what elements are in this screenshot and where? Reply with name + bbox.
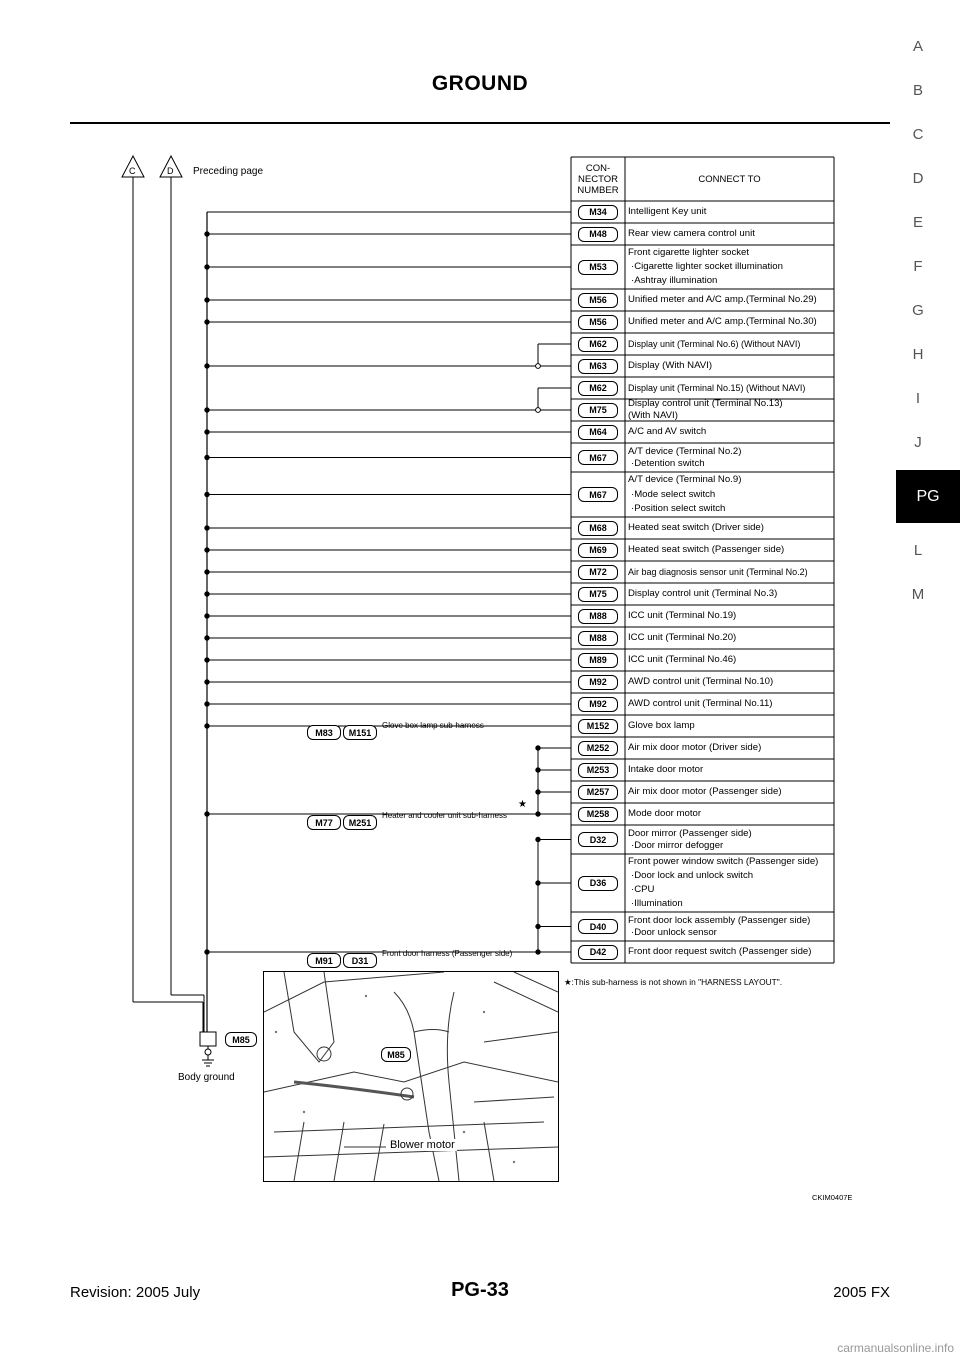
junction-dot bbox=[536, 812, 540, 816]
figure-id: CKIM0407E bbox=[812, 1193, 853, 1202]
subharness-connector-a: M83 bbox=[307, 725, 341, 740]
connect-to-text: Display control unit (Terminal No.13) bbox=[628, 398, 783, 409]
connect-to-header: CONNECT TO bbox=[698, 173, 761, 185]
connect-to-text: Intelligent Key unit bbox=[628, 206, 707, 217]
connect-to-text: Air mix door motor (Passenger side) bbox=[628, 786, 782, 797]
connector-header-line: CON- bbox=[585, 162, 611, 174]
junction-dot bbox=[205, 320, 209, 324]
connector-label: M56 bbox=[578, 315, 618, 330]
junction-dot bbox=[205, 570, 209, 574]
section-index-letter: L bbox=[913, 542, 923, 559]
junction-dot bbox=[205, 526, 209, 530]
star-mark: ★ bbox=[518, 799, 527, 810]
connector-label: M67 bbox=[578, 487, 618, 502]
subharness-connector-b: M251 bbox=[343, 815, 377, 830]
model-text: 2005 FX bbox=[833, 1284, 890, 1301]
preceding-page-label: Preceding page bbox=[193, 166, 264, 177]
junction-dot bbox=[205, 408, 209, 412]
connect-to-text: A/T device (Terminal No.2) bbox=[628, 445, 742, 457]
junction-dot bbox=[205, 592, 209, 596]
connector-label: M72 bbox=[578, 565, 618, 580]
connector-label: M258 bbox=[578, 807, 618, 822]
junction-dot bbox=[205, 950, 209, 954]
connect-to-subtext: ·Door unlock sensor bbox=[631, 926, 717, 938]
connect-to-text: Unified meter and A/C amp.(Terminal No.29) bbox=[628, 294, 817, 305]
junction-dot bbox=[536, 950, 540, 954]
connect-to-text: ICC unit (Terminal No.46) bbox=[628, 654, 737, 665]
connector-label: M89 bbox=[578, 653, 618, 668]
section-index-letter: H bbox=[912, 346, 924, 363]
connect-to-text: Glove box lamp bbox=[628, 720, 695, 731]
connect-to-text: Display (With NAVI) bbox=[628, 360, 713, 371]
junction-dot bbox=[205, 680, 209, 684]
connect-to-subtext: ·Ashtray illumination bbox=[631, 275, 718, 286]
connect-to-text: Air bag diagnosis sensor unit (Terminal No.2) bbox=[628, 567, 808, 577]
section-index-letter: M bbox=[911, 586, 925, 603]
connector-label: M62 bbox=[578, 337, 618, 352]
connect-to-subtext: ·Illumination bbox=[631, 898, 683, 909]
connector-label: D32 bbox=[578, 832, 618, 847]
connect-to-subtext: ·CPU bbox=[631, 884, 655, 895]
connector-label: M92 bbox=[578, 675, 618, 690]
connect-to-text: Rear view camera control unit bbox=[628, 228, 755, 239]
connect-to-text: ICC unit (Terminal No.19) bbox=[628, 610, 737, 621]
junction-dot bbox=[205, 364, 209, 368]
connector-label: M75 bbox=[578, 587, 618, 602]
connector-label: M252 bbox=[578, 741, 618, 756]
connect-to-text: Front door lock assembly (Passenger side) bbox=[628, 914, 811, 926]
photo-caption: Blower motor bbox=[390, 1139, 455, 1151]
junction-dot bbox=[205, 298, 209, 302]
revision-text: Revision: 2005 July bbox=[70, 1284, 201, 1301]
connect-to-text: Air mix door motor (Driver side) bbox=[628, 742, 762, 753]
connector-label: M253 bbox=[578, 763, 618, 778]
connect-to-subtext: ·Cigarette lighter socket illumination bbox=[631, 261, 783, 272]
connect-to-subtext: ·Position select switch bbox=[631, 502, 726, 514]
connector-header-line: NUMBER bbox=[577, 184, 619, 196]
connector-label: M64 bbox=[578, 425, 618, 440]
connector-label: M88 bbox=[578, 631, 618, 646]
subharness-note: ★:This sub-harness is not shown in "HARNESS LAYOUT". bbox=[564, 977, 783, 987]
section-index-letter: A bbox=[912, 38, 923, 55]
connector-label: M56 bbox=[578, 293, 618, 308]
connector-label: M63 bbox=[578, 359, 618, 374]
splice-dot bbox=[536, 364, 541, 369]
junction-dot bbox=[205, 636, 209, 640]
section-index-letter: J bbox=[914, 434, 922, 451]
connect-to-text: Display control unit (Terminal No.3) bbox=[628, 588, 778, 599]
section-index-letter: C bbox=[912, 126, 924, 143]
connect-to-text: Display unit (Terminal No.15) (Without NAVI) bbox=[628, 383, 806, 393]
connect-to-subtext: ·Door mirror defogger bbox=[631, 839, 724, 851]
connect-to-text: Front cigarette lighter socket bbox=[628, 247, 750, 258]
subharness-connector-a: M91 bbox=[307, 953, 341, 968]
body-ground-label: Body ground bbox=[178, 1072, 235, 1083]
subharness-label: Front door harness (Passenger side) bbox=[382, 949, 513, 958]
connector-label: M152 bbox=[578, 719, 618, 734]
connector-label: M53 bbox=[578, 260, 618, 275]
connect-to-text: Intake door motor bbox=[628, 764, 704, 775]
subharness-connector-a: M77 bbox=[307, 815, 341, 830]
subharness-label: Heater and cooler unit sub-harness bbox=[382, 811, 507, 820]
blower-motor-photo bbox=[263, 971, 559, 1182]
junction-dot bbox=[205, 548, 209, 552]
connector-label: M48 bbox=[578, 227, 618, 242]
junction-dot bbox=[205, 430, 209, 434]
connector-label: D36 bbox=[578, 876, 618, 891]
section-index-letter: B bbox=[912, 82, 923, 99]
connector-label: M34 bbox=[578, 205, 618, 220]
subharness-label: Glove box lamp sub-harness bbox=[382, 721, 484, 730]
junction-dot bbox=[205, 702, 209, 706]
subharness-connector-b: D31 bbox=[343, 953, 377, 968]
connector-label: M92 bbox=[578, 697, 618, 712]
junction-dot bbox=[205, 492, 209, 496]
connect-to-text: ICC unit (Terminal No.20) bbox=[628, 632, 737, 643]
page-title: GROUND bbox=[431, 72, 529, 95]
connect-to-text: AWD control unit (Terminal No.10) bbox=[628, 676, 774, 687]
connect-to-text: A/T device (Terminal No.9) bbox=[628, 474, 742, 486]
connector-label: M75 bbox=[578, 403, 618, 418]
connect-to-subtext: ·Detention switch bbox=[631, 457, 705, 469]
connector-label: D42 bbox=[578, 945, 618, 960]
connect-to-subtext: ·Door lock and unlock switch bbox=[631, 870, 754, 881]
connector-header-line: NECTOR bbox=[578, 173, 618, 185]
subharness-connector-b: M151 bbox=[343, 725, 377, 740]
connect-to-text: Mode door motor bbox=[628, 808, 702, 819]
junction-dot bbox=[205, 455, 209, 459]
connect-to-subtext: ·Mode select switch bbox=[631, 488, 716, 500]
watermark: carmanualsonline.info bbox=[837, 1341, 954, 1355]
photo-connector-label: M85 bbox=[381, 1047, 411, 1062]
connect-to-text: A/C and AV switch bbox=[628, 426, 707, 437]
connect-to-text: Display unit (Terminal No.6) (Without NAVI) bbox=[628, 339, 801, 349]
connector-label: M88 bbox=[578, 609, 618, 624]
junction-dot bbox=[205, 614, 209, 618]
section-index-letter: F bbox=[913, 258, 923, 275]
section-index-letter: I bbox=[915, 390, 921, 407]
junction-dot bbox=[205, 724, 209, 728]
splice-dot bbox=[536, 408, 541, 413]
junction-dot bbox=[205, 265, 209, 269]
section-index-letter: G bbox=[912, 302, 924, 319]
junction-dot bbox=[205, 658, 209, 662]
connector-label: M67 bbox=[578, 450, 618, 465]
ref-d-label: D bbox=[167, 166, 174, 176]
ground-terminal-ring bbox=[205, 1049, 211, 1055]
connect-to-text: Heated seat switch (Driver side) bbox=[628, 522, 764, 533]
connect-to-subtext: (With NAVI) bbox=[628, 410, 678, 421]
junction-dot bbox=[205, 812, 209, 816]
connector-label: M69 bbox=[578, 543, 618, 558]
section-index-letter: D bbox=[912, 170, 924, 187]
ground-connector: M85 bbox=[225, 1032, 257, 1047]
page-number: PG-33 bbox=[451, 1279, 509, 1301]
connect-to-text: Door mirror (Passenger side) bbox=[628, 827, 752, 839]
connector-label: D40 bbox=[578, 919, 618, 934]
connect-to-text: Heated seat switch (Passenger side) bbox=[628, 544, 785, 555]
ground-terminal-box bbox=[200, 1032, 216, 1046]
connector-label: M257 bbox=[578, 785, 618, 800]
connector-label: M68 bbox=[578, 521, 618, 536]
junction-dot bbox=[205, 232, 209, 236]
connect-to-text: Unified meter and A/C amp.(Terminal No.30) bbox=[628, 316, 817, 327]
connector-number-header bbox=[571, 157, 625, 201]
connector-label: M62 bbox=[578, 381, 618, 396]
connect-to-text: Front door request switch (Passenger side) bbox=[628, 946, 812, 957]
ref-c-label: C bbox=[129, 166, 136, 176]
section-tab-active: PG bbox=[896, 470, 960, 523]
connect-to-text: Front power window switch (Passenger side) bbox=[628, 856, 819, 867]
section-index-letter: E bbox=[912, 214, 923, 231]
connect-to-text: AWD control unit (Terminal No.11) bbox=[628, 698, 773, 709]
